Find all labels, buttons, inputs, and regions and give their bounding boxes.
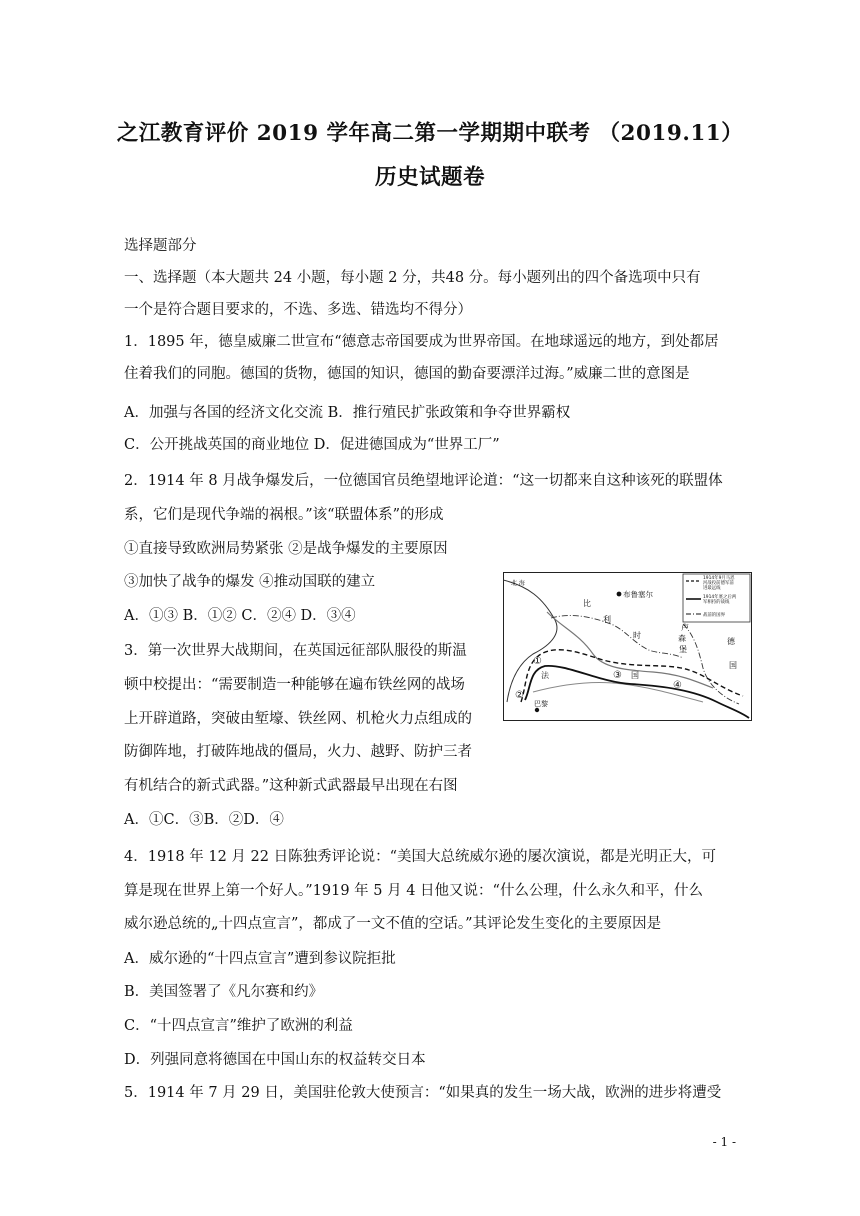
map-label-country: 国 bbox=[729, 661, 737, 670]
q4-option-d: D．列强同意将德国在中国山东的权益转交日本 bbox=[124, 1052, 426, 1068]
map-label-country: 比 bbox=[583, 599, 591, 608]
exam-subtitle: 历史试题卷 bbox=[374, 165, 485, 190]
legend-label: 河战役前德军前 bbox=[703, 581, 734, 586]
section-instructions-cont: 一个是符合题目要求的，不选、多选、错选均不得分） bbox=[124, 302, 472, 318]
map-label-country: 卢 bbox=[681, 623, 689, 632]
q4-stem: 4．1918 年 12 月 22 日陈独秀评论说：“美国大总统威尔逊的屡次演说，都是光明正大，可 bbox=[124, 849, 716, 865]
q2-stem: 2．1914 年 8 月战争爆发后，一位德国官员绝望地评论道：“这一切都来自这种该死的联盟体 bbox=[124, 473, 723, 489]
q3-stem-3: 上开辟道路，突破由堑壕、铁丝网、机枪火力点组成的 bbox=[124, 711, 472, 727]
page-number: - 1 - bbox=[712, 1135, 736, 1149]
q5-stem: 5．1914 年 7 月 29 日，美国驻伦敦大使预言：“如果真的发生一场大战，欧洲的进步将遭受 bbox=[124, 1085, 722, 1101]
legend-label: 1914年底之后两 bbox=[703, 595, 737, 600]
q2-items-12: ①直接导致欧洲局势紧张 ②是战争爆发的主要原因 bbox=[124, 541, 448, 557]
q1-options-cd: C．公开挑战英国的商业地位 D．促进德国成为“世界工厂” bbox=[124, 437, 500, 453]
q2-options: A．①③ B．①② C．②④ D．③④ bbox=[124, 608, 356, 624]
q3-stem: 3．第一次世界大战期间，在英国远征部队服役的斯温 bbox=[124, 643, 467, 659]
legend-label: 进最远线 bbox=[703, 586, 721, 591]
q1-stem-cont: 住着我们的同胞。德国的货物，德国的知识，德国的勤奋要漂洋过海。”威廉二世的意图是 bbox=[124, 366, 690, 382]
map-label-city: 巴黎 bbox=[534, 700, 548, 708]
map-label-city: 布鲁塞尔 bbox=[623, 590, 653, 599]
q3-options: A．①C．③B．②D．④ bbox=[124, 812, 284, 828]
q4-option-c: C．“十四点宣言”维护了欧洲的利益 bbox=[124, 1018, 353, 1034]
q1-stem: 1．1895 年，德皇威廉二世宣布“德意志帝国要成为世界帝国。在地球遥远的地方，到处都居 bbox=[124, 334, 719, 350]
q3-stem-4: 防御阵地，打破阵地战的僵局，火力、越野、防护三者 bbox=[124, 744, 472, 760]
map-label-country: 森 bbox=[678, 634, 686, 643]
map-location-marker: ③ bbox=[613, 670, 622, 681]
western-front-map bbox=[503, 572, 752, 721]
q2-stem-cont: 系，它们是现代争端的祸根。”该“联盟体系”的形成 bbox=[124, 507, 444, 523]
city-marker bbox=[535, 708, 539, 712]
city-marker bbox=[617, 592, 622, 597]
section-instructions: 一、选择题（本大题共 24 小题，每小题 2 分，共48 分。每小题列出的四个备选项中只有 bbox=[124, 270, 701, 286]
q4-stem-3: 威尔逊总统的„十四点宣言”，都成了一文不值的空话。”其评论发生变化的主要原因是 bbox=[124, 916, 662, 932]
legend-label: 战前的国界 bbox=[703, 613, 725, 618]
map-location-marker: ④ bbox=[673, 680, 682, 691]
exam-title: 之江教育评价 2019 学年高二第一学期期中联考 （2019.11） bbox=[116, 121, 744, 146]
map-location-marker: ② bbox=[515, 690, 524, 701]
section-part-label: 选择题部分 bbox=[124, 238, 197, 254]
q3-stem-2: 顿中校提出：“需要制造一种能够在遍布铁丝网的战场 bbox=[124, 677, 465, 693]
q2-items-34: ③加快了战争的爆发 ④推动国联的建立 bbox=[124, 574, 376, 590]
map-label-country: 利 bbox=[603, 615, 611, 624]
q1-options-ab: A．加强与各国的经济文化交流 B．推行殖民扩张政策和争夺世界霸权 bbox=[124, 405, 571, 421]
map-label-country: 德 bbox=[727, 637, 735, 646]
legend-label: 军相持的战线 bbox=[703, 600, 730, 605]
q4-option-b: B．美国签署了《凡尔赛和约》 bbox=[124, 984, 324, 1000]
q3-stem-5: 有机结合的新式武器。”这种新式武器最早出现在右图 bbox=[124, 778, 458, 794]
q4-stem-2: 算是现在世界上第一个好人。”1919 年 5 月 4 日他又说：“什么公理，什么永久和平，什么 bbox=[124, 883, 703, 899]
map-label-sea: 北 海 bbox=[511, 580, 525, 587]
map-label-country: 堡 bbox=[679, 645, 687, 654]
map-label-country: 国 bbox=[631, 671, 639, 680]
q4-option-a: A．威尔逊的“十四点宣言”遭到参议院拒批 bbox=[124, 951, 396, 967]
legend-label: 1914年9月马恩 bbox=[703, 576, 735, 581]
map-label-country: 时 bbox=[633, 631, 641, 640]
map-label-country: 法 bbox=[541, 671, 549, 680]
map-location-marker: ① bbox=[533, 656, 542, 667]
